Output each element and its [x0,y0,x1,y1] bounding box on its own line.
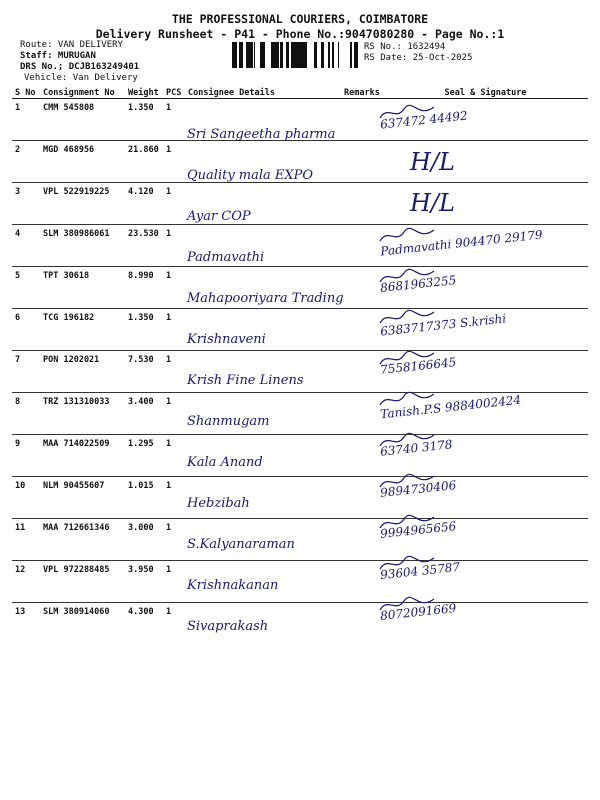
handwritten-consignee: Krish Fine Linens [187,373,304,388]
runsheet-subtitle: Delivery Runsheet - P41 - Phone No.:9047080280 - Page No.:1 [95,27,505,41]
handwritten-signature: 7558166645 [379,355,457,377]
row-consignment-no: MGD 468956 [40,141,125,183]
table-header-row [12,88,588,99]
row-remarks [341,351,383,393]
row-sno: 3 [12,183,40,225]
company-title: THE PROFESSIONAL COURIERS, COIMBATORE [171,12,429,26]
row-pcs: 1 [163,225,185,267]
handwritten-consignee: Kala Anand [187,455,263,470]
row-weight: 8.990 [125,267,163,309]
row-sno: 9 [12,435,40,477]
col-seal-signature: Seal & Signature [383,88,588,99]
row-sno: 11 [12,519,40,561]
row-remarks [341,519,383,561]
handwritten-consignee: Krishnaveni [187,332,266,347]
drs-number: DRS No.; DCJB163249401 [20,62,140,72]
signature-scribble [378,390,438,410]
route-label: Route: VAN DELIVERY [20,40,123,50]
handwritten-consignee: Sivaprakash [187,619,269,634]
table-row [12,561,588,603]
table-row [12,477,588,519]
row-pcs: 1 [163,183,185,225]
col-weight: Weight [125,88,163,99]
signature-scribble [378,267,438,287]
row-consignment-no: SLM 380986061 [40,225,125,267]
row-weight: 23.530 [125,225,163,267]
signature-scribble [378,226,438,246]
handwritten-signature: H/L [410,148,455,176]
signature-scribble [378,185,438,205]
signature-scribble [378,103,438,123]
row-consignment-no: MAA 712661346 [40,519,125,561]
table-row [12,603,588,645]
rs-date: RS Date: 25-Oct-2025 [364,53,473,63]
col-consignee: Consignee Details [185,88,341,99]
row-remarks [341,183,383,225]
handwritten-signature: H/L [410,189,455,217]
handwritten-consignee: Ayar COP [187,209,251,224]
row-consignment-no: TPT 30618 [40,267,125,309]
handwritten-consignee: Krishnakanan [187,578,279,593]
row-consignment-no: MAA 714022509 [40,435,125,477]
row-sno: 1 [12,99,40,141]
row-weight: 7.530 [125,351,163,393]
row-consignment-no: SLM 380914060 [43,607,110,617]
signature-scribble [378,144,438,164]
row-weight: 1.350 [125,99,163,141]
row-sno: 4 [12,225,40,267]
row-weight: 21.860 [125,141,163,183]
handwritten-signature: 9994965656 [379,519,457,541]
signature-scribble [378,308,438,328]
barcode-image [232,42,360,68]
vehicle-label: Vehicle: Van Delivery [24,73,138,83]
table-row [12,183,588,225]
handwritten-consignee: Shanmugam [187,414,270,429]
row-remarks [341,435,383,477]
signature-scribble [378,349,438,369]
handwritten-signature: 63740 3178 [379,437,454,459]
row-sno: 7 [12,351,40,393]
row-consignment-no: VPL 522919225 [40,183,125,225]
table-row [12,435,588,477]
row-remarks [341,561,383,603]
row-consignment-no: TCG 196182 [40,309,125,351]
row-sno: 13 [15,607,26,617]
row-sno: 8 [12,393,40,435]
table-row [12,519,588,561]
handwritten-consignee: S.Kalyanaraman [187,537,295,552]
handwritten-signature: 8072091669 [379,601,457,623]
row-sno: 5 [12,267,40,309]
row-remarks [341,393,383,435]
row-sno: 6 [12,309,40,351]
signature-scribble [378,472,438,492]
row-weight: 1.015 [125,477,163,519]
row-remarks [341,141,383,183]
signature-scribble [378,513,438,533]
col-consignment: Consignment No [40,88,125,99]
col-sno: S No [12,88,40,99]
row-weight: 3.400 [125,393,163,435]
handwritten-consignee: Sri Sangeetha pharma [187,127,336,142]
col-remarks: Remarks [341,88,383,99]
row-weight: 1.350 [125,309,163,351]
row-sno: 12 [12,561,40,603]
row-sno: 10 [12,477,40,519]
row-pcs: 1 [163,393,185,435]
row-pcs: 1 [166,607,172,617]
signature-scribble [378,431,438,451]
row-remarks [341,225,383,267]
row-consignment-no: TRZ 131310033 [40,393,125,435]
handwritten-signature: 6383717373 S.krishi [379,311,507,339]
signature-scribble [378,595,438,615]
rs-number: RS No.: 1632494 [364,42,446,52]
row-remarks [341,603,383,645]
row-pcs: 1 [163,351,185,393]
handwritten-signature: Padmavathi 904470 29179 [379,227,544,259]
row-weight: 3.950 [125,561,163,603]
row-pcs: 1 [163,435,185,477]
signature-scribble [378,554,438,574]
handwritten-consignee: Mahapooriyara Trading [187,291,344,306]
row-pcs: 1 [163,267,185,309]
row-pcs: 1 [163,141,185,183]
row-weight: 1.295 [125,435,163,477]
handwritten-signature: Tanish.P.S 9884002424 [379,392,522,422]
row-pcs: 1 [163,477,185,519]
row-consignment-no: CMM 545808 [40,99,125,141]
handwritten-signature: 637472 44492 [379,108,469,132]
handwritten-signature: 8681963255 [379,273,457,295]
handwritten-consignee: Quality mala EXPO [187,168,314,183]
row-pcs: 1 [163,519,185,561]
handwritten-consignee: Hebzibah [187,496,250,511]
row-consignment-no: VPL 972288485 [40,561,125,603]
col-pcs: PCS [163,88,185,99]
row-remarks [341,267,383,309]
staff-label: Staff: MURUGAN [20,51,96,61]
row-remarks [341,309,383,351]
row-weight: 4.120 [125,183,163,225]
row-weight: 3.000 [125,519,163,561]
handwritten-signature: 9894730406 [379,478,457,500]
handwritten-signature: 93604 35787 [379,559,461,583]
row-pcs: 1 [163,99,185,141]
row-sno: 2 [12,141,40,183]
row-consignment-no: PON 1202021 [40,351,125,393]
row-weight: 4.300 [128,607,154,617]
row-consignment-no: NLM 90455607 [40,477,125,519]
row-remarks [341,477,383,519]
row-pcs: 1 [163,561,185,603]
handwritten-consignee: Padmavathi [187,250,265,265]
row-remarks [341,99,383,141]
row-pcs: 1 [163,309,185,351]
